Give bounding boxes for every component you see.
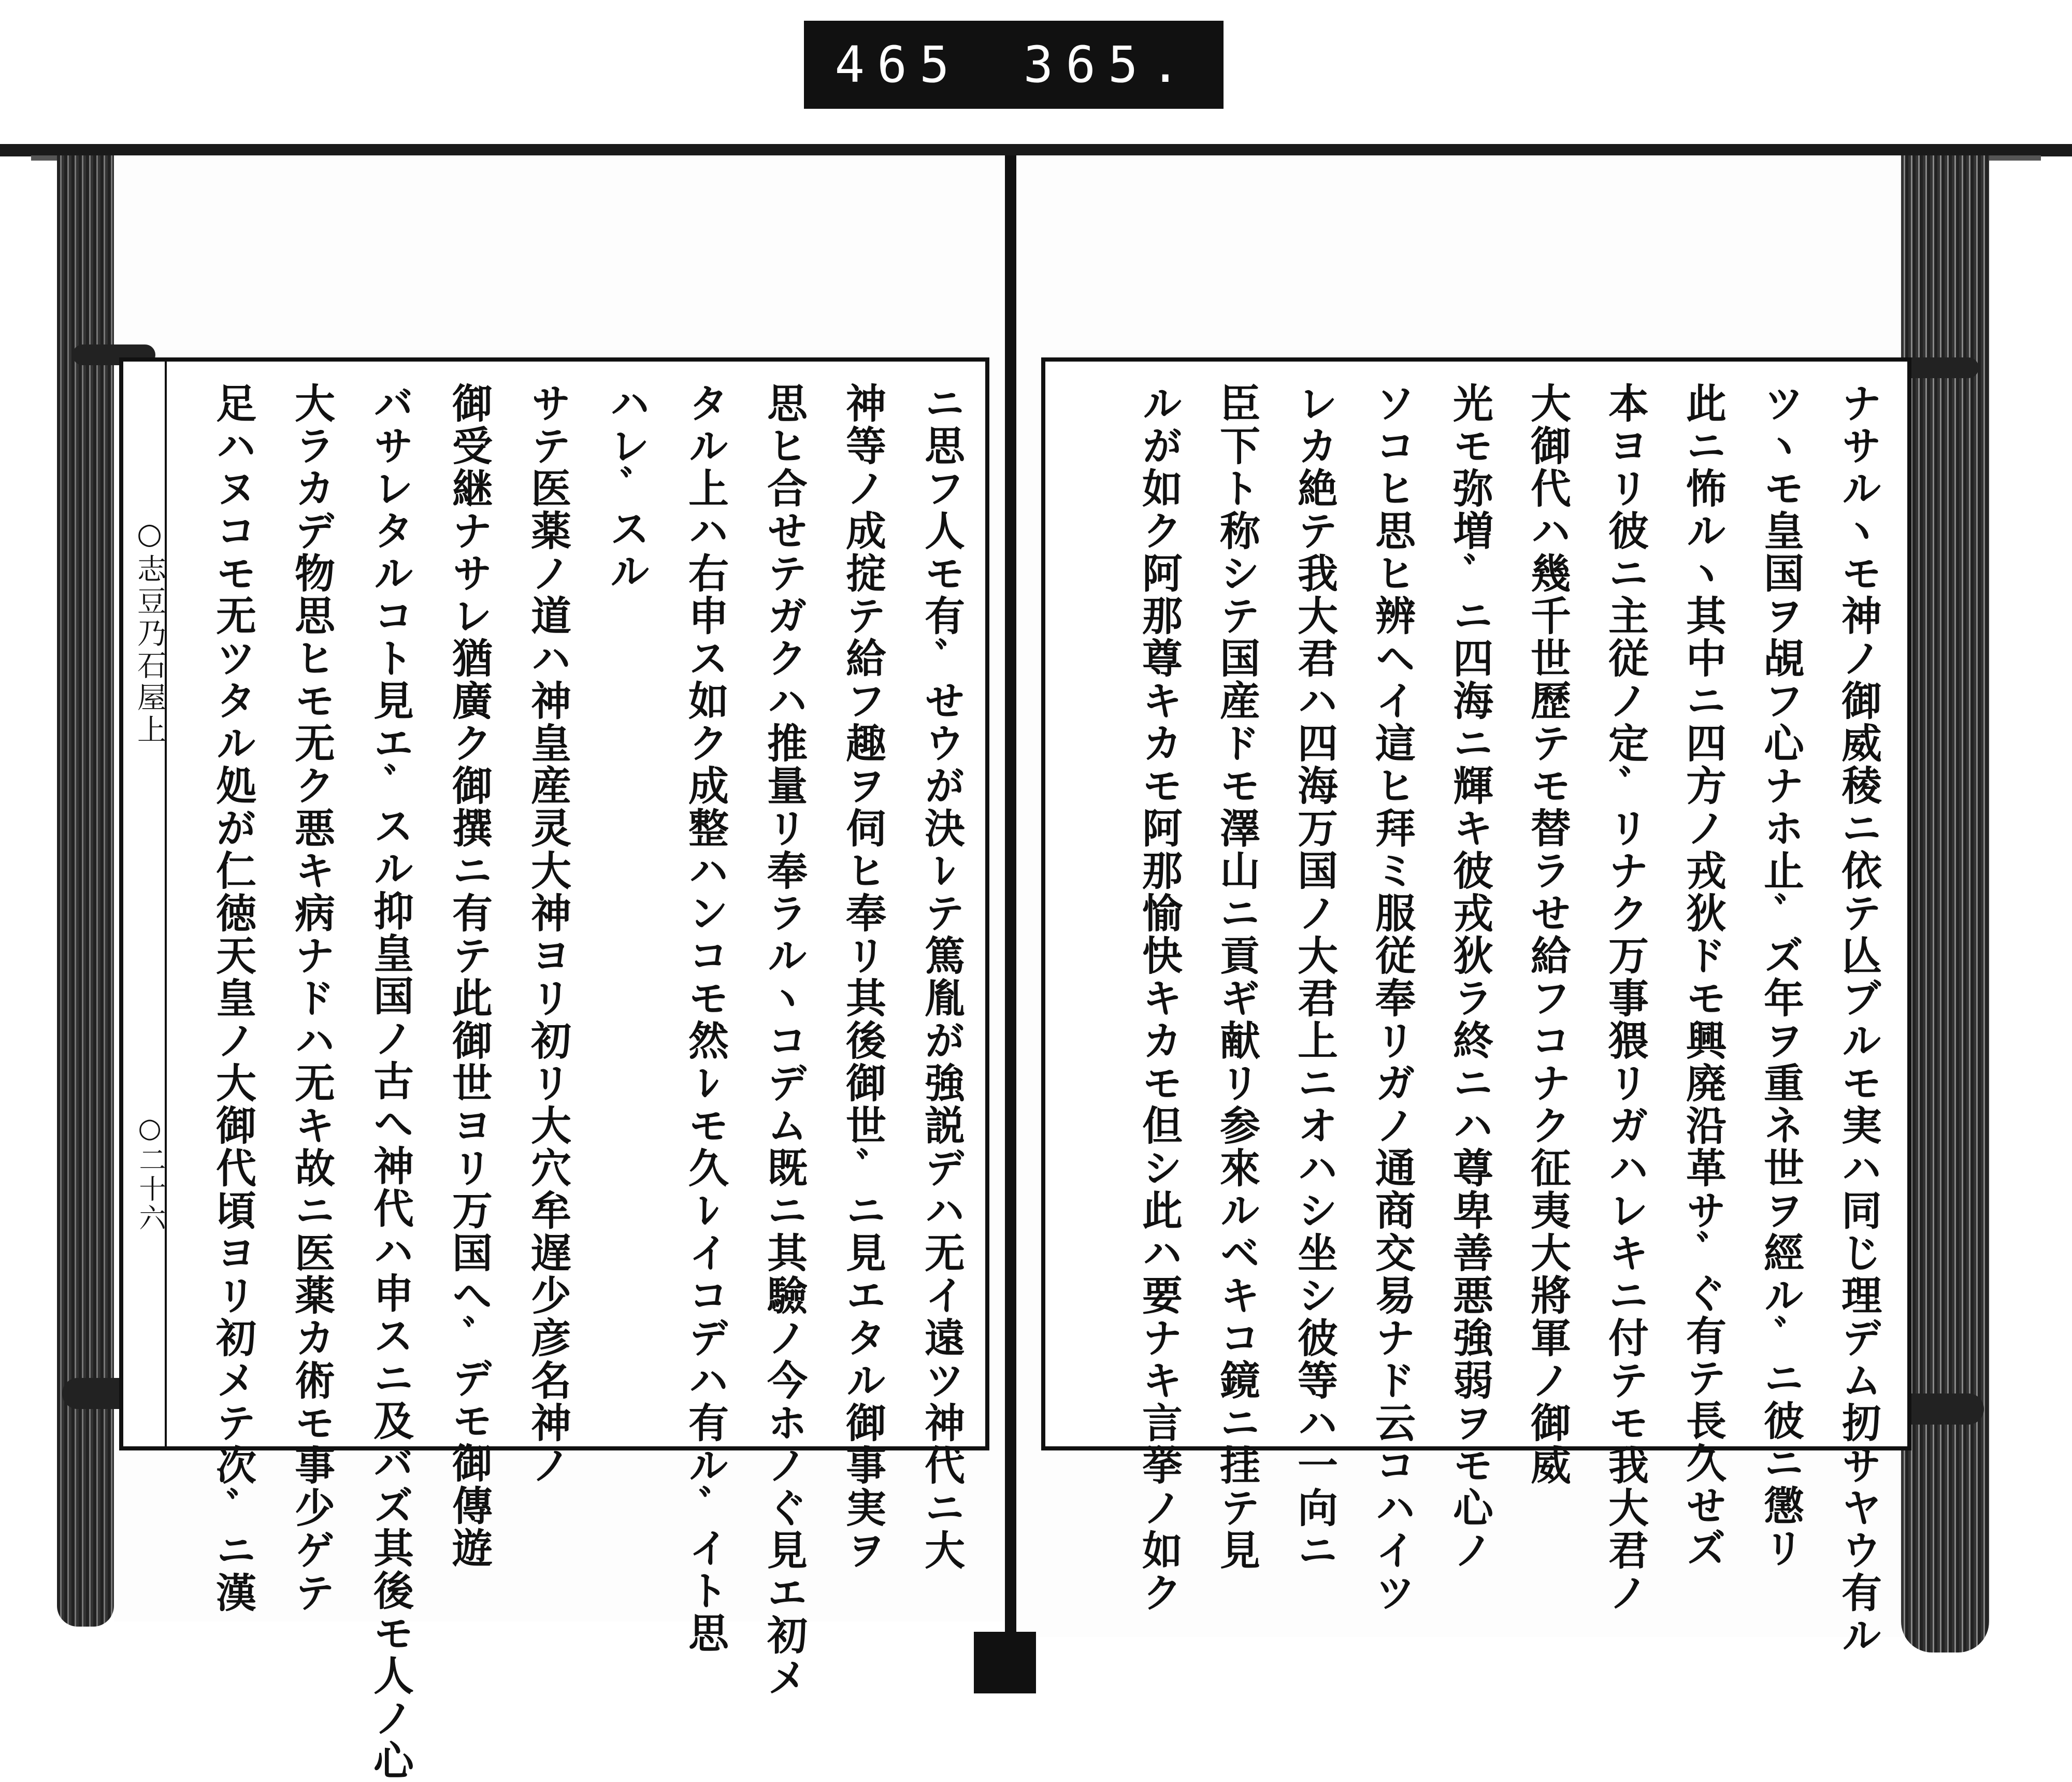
text-column: 此ニ怖ルヽ其中ニ四方ノ戎狄ドモ興廃沿革サﾞぐ有テ長久せズ [1679,382,1726,1570]
text-column: 光モ弥増ﾞニ四海ニ輝キ彼戎狄ラ終ニハ尊卑善悪強弱ヲモ心ノ [1446,382,1493,1572]
right-text-frame [1041,357,1911,1657]
text-column: 足ハヌコモ无ツタル処が仁徳天皇ノ大御代頃ヨリ初メテ次ﾞニ漢 [209,382,256,1614]
text-column: ニ思フ人モ有ﾞせウが決ﾚテ篤胤が強説デハ无イ遠ツ神代ニ大 [918,382,965,1572]
running-title: ○志豆乃石屋上 [133,517,166,746]
left-text-frame [119,357,989,1782]
book-spine-bottom [974,1632,1036,1693]
book-spine [1005,155,1016,1693]
text-column: 思ヒ合せテガクハ推量リ奉ラルヽコデム既ニ其驗ノ今ホノぐ見エ初メ [760,382,808,1699]
frame-number-left: 465 [834,36,962,94]
frame-number-right: 365. [1023,36,1193,94]
text-column: バサレタルコト見エﾞスル抑皇国ノ古へ神代ハ申スニ及バズ其後モ人ノ心 [367,382,414,1782]
folio-number: ○二十六 [134,1113,165,1233]
film-frame-label [804,21,1224,109]
text-column: 本ヨリ彼ニ主従ノ定ﾞリナク万事猥リガハレキニ付テモ我大君ノ [1602,382,1649,1614]
text-column: サテ医薬ノ道ハ神皇産灵大神ヨリ初リ大穴牟遅少彦名神ノ [524,382,571,1487]
text-column: 御受継ナサレ猶廣ク御撰ニ有テ此御世ヨリ万国へﾞデモ御傳遊 [445,382,493,1570]
book-top-edge [0,144,2072,156]
text-column: 神等ノ成掟テ給フ趣ヲ伺ヒ奉リ其後御世ﾞニ見エタル御事実ヲ [839,382,886,1572]
book-right-edge [1901,155,1989,1652]
text-column: ソコヒ思ヒ辨ヘイ這ヒ拜ミ服従奉リガノ通商交易ナド云コハイツ [1369,382,1416,1614]
text-column: 大御代ハ幾千世歷テモ替ラせ給フコナク征夷大將軍ノ御威 [1524,382,1571,1487]
text-column: ツヽモ皇国ヲ覘フ心ナホ止ﾞズ年ヲ重ネ世ヲ經ルﾞニ彼ニ懲リ [1757,382,1804,1570]
text-column: 大ラカデ物思ヒモ无ク悪キ病ナドハ无キ故ニ医薬カ術モ事少ゲテ [288,382,335,1614]
text-column: ハレﾞスル [603,382,650,593]
text-column: ナサルヽモ神ノ御威稜ニ依テ亾ブルモ実ハ同じ理デム扨サヤウ有ル [1835,382,1882,1657]
text-column: ルが如ク阿那尊キカモ阿那愉快キカモ但シ此ハ要ナキ言挙ノ如ク [1135,382,1183,1614]
text-column: レカ絶テ我大君ハ四海万国ノ大君上ニオハシ坐シ彼等ハ一向ニ [1291,382,1338,1572]
text-column: 臣下ト称シテ国産ドモ澤山ニ貢ギ献リ参來ルベキコ鏡ニ挂テ見 [1213,382,1260,1572]
text-column: タル上ハ右申ス如ク成整ハンコモ然ﾚモ久ﾚイコデハ有ルﾞイト思 [682,382,729,1655]
